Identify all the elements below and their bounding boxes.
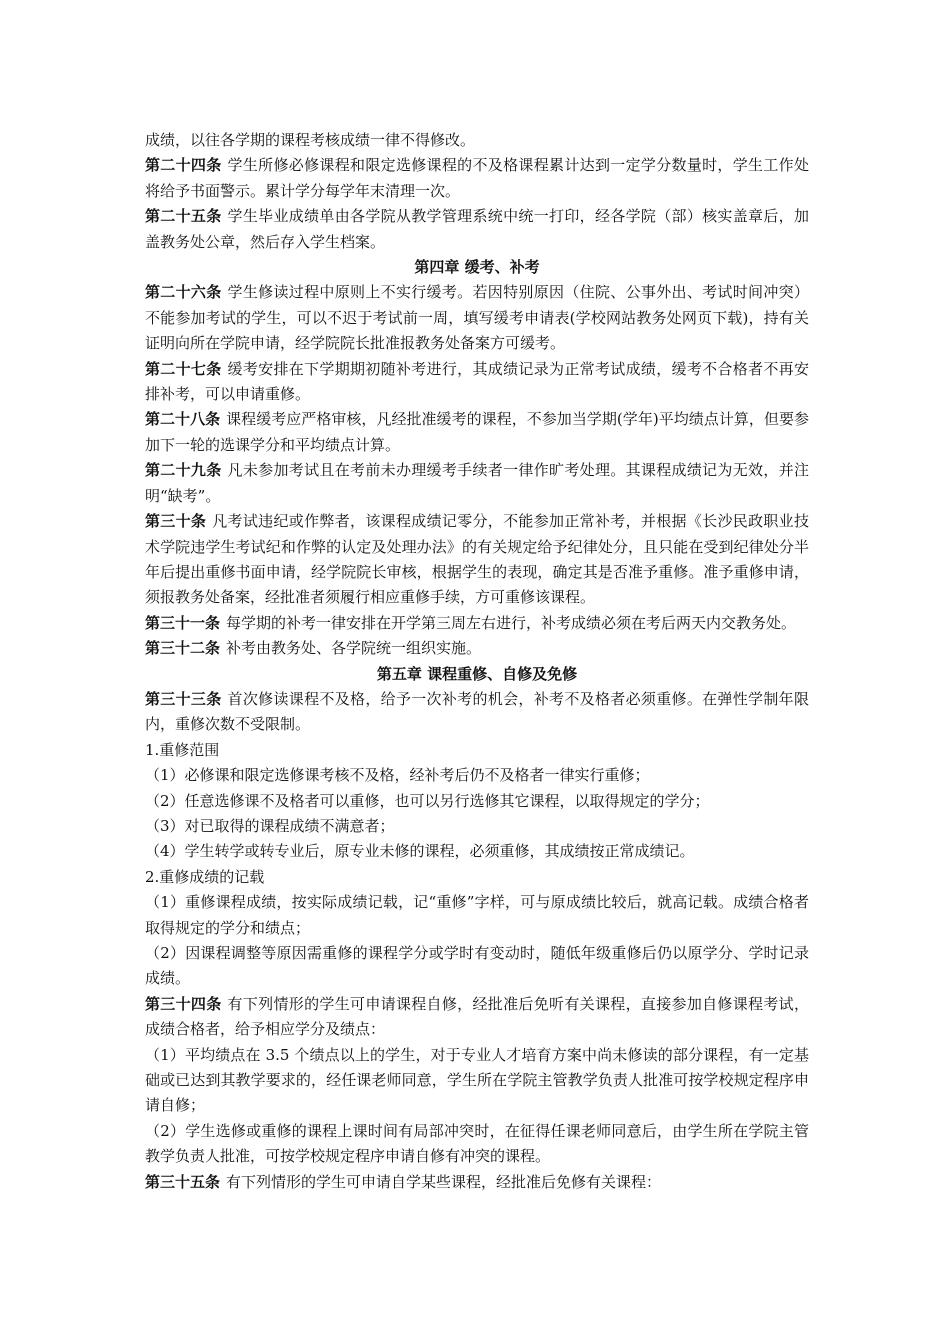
list-item: （1）必修课和限定选修课考核不及格，经补考后仍不及格者一律实行重修； xyxy=(145,766,650,785)
article-number: 第二十四条 xyxy=(145,156,222,175)
article-number: 第三十四条 xyxy=(145,994,222,1013)
article-34 xyxy=(145,992,809,1043)
article-number: 第二十九条 xyxy=(145,461,222,480)
article-number: 第三十条 xyxy=(145,512,207,531)
article-text: 学生所修必修课程和限定选修课程的不及格课程累计达到一定学分数量时，学生工作处将给予书面警示。累计学分每学年末清理一次。 xyxy=(145,156,809,200)
article-30 xyxy=(145,509,809,611)
document-page xyxy=(145,128,809,1195)
article-text: 有下列情形的学生可申请课程自修，经批准后免听有关课程，直接参加自修课程考试，成绩合格者，给予相应学分及绩点： xyxy=(145,994,809,1039)
article-text: 凡未参加考试且在考前未办理缓考手续者一律作旷考处理。其课程成绩记为无效，并注明“缺考”。 xyxy=(145,461,809,505)
article-24 xyxy=(145,153,809,204)
article-number: 第三十五条 xyxy=(145,1172,221,1191)
list-item: （1）平均绩点在 3.5 个绩点以上的学生，对于专业人才培育方案中尚未修读的部分课程，有一定基础或已达到其教学要求的，经任课老师同意，学生所在学院主管教学负责人批准可按学校规定程序申请自修； xyxy=(145,1045,809,1115)
section-heading: 2.重修成绩的记载 xyxy=(145,867,265,886)
article-29 xyxy=(145,458,809,509)
article-text: 首次修读课程不及格，给予一次补考的机会，补考不及格者必须重修。在弹性学制年限内，重修次数不受限制。 xyxy=(145,689,809,734)
paragraph: 成绩，以往各学期的课程考核成绩一律不得修改。 xyxy=(145,131,476,149)
article-number: 第二十七条 xyxy=(145,359,222,378)
article-number: 第三十二条 xyxy=(145,639,221,658)
list-item: （4）学生转学或转专业后，原专业未修的课程，必须重修，其成绩按正常成绩记。 xyxy=(145,842,695,861)
list-item: （1）重修课程成绩，按实际成绩记载，记“重修”字样，可与原成绩比较后，就高记载。成绩合格者取得规定的学分和绩点； xyxy=(145,893,809,937)
article-number: 第二十八条 xyxy=(145,410,221,429)
article-35 xyxy=(145,1170,809,1195)
article-32 xyxy=(145,636,809,661)
article-31 xyxy=(145,611,809,636)
list-item: （2）学生选修或重修的课程上课时间有局部冲突时，在征得任课老师同意后，由学生所在学院主管教学负责人批准，可按学校规定程序申请自修有冲突的课程。 xyxy=(145,1121,809,1166)
article-text: 学生修读过程中原则上不实行缓考。若因特别原因（住院、公事外出、考试时间冲突）不能参加考试的学生，可以不迟于考试前一周，填写缓考申请表(学校网站教务处网页下载)，持有关证明向所在学院申请，经学院院长批准报教务处备案方可缓考。 xyxy=(145,283,809,353)
article-text: 学生毕业成绩单由各学院从教学管理系统中统一打印，经各学院（部）核实盖章后，加盖教务处公章，然后存入学生档案。 xyxy=(145,207,809,251)
article-number: 第二十六条 xyxy=(145,283,222,302)
article-number: 第三十一条 xyxy=(145,613,221,632)
article-text: 补考由教务处、各学院统一组织实施。 xyxy=(226,639,482,658)
article-26 xyxy=(145,280,809,356)
article-number: 第三十三条 xyxy=(145,689,222,708)
chapter-5-heading: 第五章 课程重修、自修及免修 xyxy=(376,664,578,683)
article-33 xyxy=(145,687,809,738)
article-text: 缓考安排在下学期期初随补考进行，其成绩记录为正常考试成绩，缓考不合格者不再安排补考，可以申请重修。 xyxy=(145,359,809,404)
list-item: （2）任意选修课不及格者可以重修，也可以另行选修其它课程，以取得规定的学分； xyxy=(145,791,710,810)
article-text: 课程缓考应严格审核，凡经批准缓考的课程，不参加当学期(学年)平均绩点计算，但要参加下一轮的选课学分和平均绩点计算。 xyxy=(145,410,809,454)
article-text: 凡考试违纪或作弊者，该课程成绩记零分，不能参加正常补考，并根据《长沙民政职业技术学院违学生考试纪和作弊的认定及处理办法》的有关规定给予纪律处分，且只能在受到纪律处分半年后提出重修书面申请，经学院院长审核，根据学生的表现，确定其是否准予重修。准予重修申请，须报教务处备案，经批准者须履行相应重修手续，方可重修该课程。 xyxy=(145,512,809,607)
chapter-4-heading: 第四章 缓考、补考 xyxy=(414,258,540,277)
article-text: 有下列情形的学生可申请自学某些课程，经批准后免修有关课程： xyxy=(226,1172,662,1191)
article-25 xyxy=(145,204,809,255)
list-item: （3）对已取得的课程成绩不满意者； xyxy=(145,816,395,835)
list-item: （2）因课程调整等原因需重修的课程学分或学时有变动时，随低年级重修后仍以原学分、学时记录成绩。 xyxy=(145,944,809,988)
article-text: 每学期的补考一律安排在开学第三周左右进行，补考成绩必须在考后两天内交教务处。 xyxy=(226,613,797,632)
article-28 xyxy=(145,407,809,458)
article-27 xyxy=(145,357,809,408)
section-heading: 1.重修范围 xyxy=(145,740,220,759)
article-number: 第二十五条 xyxy=(145,207,222,226)
